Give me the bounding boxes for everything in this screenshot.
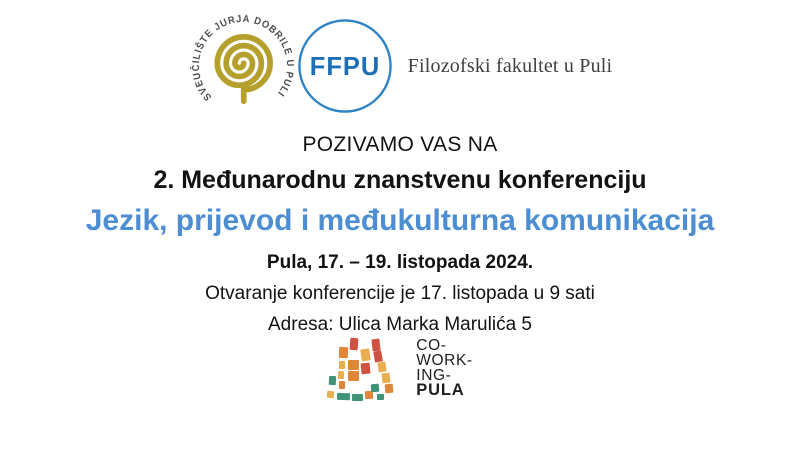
coworking-city: PULA bbox=[416, 381, 465, 399]
coworking-line: WORK- bbox=[416, 352, 473, 369]
invitation-intro: POZIVAMO VAS NA bbox=[302, 133, 498, 156]
header-logos bbox=[0, 10, 800, 122]
university-spiral-logo bbox=[188, 11, 298, 121]
venue-address: Adresa: Ulica Marka Marulića 5 bbox=[268, 314, 532, 335]
university-ring-text: SVEUČILIŠTE JURJA DOBRILE U PULI bbox=[190, 13, 295, 103]
conference-name: 2. Međunarodnu znanstvenu konferenciju bbox=[153, 166, 647, 194]
coworking-line: ING- bbox=[416, 367, 452, 384]
ffpu-acronym: FFPU bbox=[309, 52, 380, 81]
conference-title: Jezik, prijevod i međukulturna komunikacija bbox=[85, 204, 715, 237]
invitation-text-block bbox=[0, 133, 800, 336]
opening-info: Otvaranje konferencije je 17. listopada u 9 sati bbox=[205, 283, 595, 304]
faculty-name: Filozofski fakultet u Puli bbox=[407, 54, 613, 77]
coworking-mosaic-icon bbox=[327, 337, 407, 411]
coworking-wordmark bbox=[416, 337, 472, 398]
spiral-icon bbox=[217, 37, 270, 101]
ffpu-logo bbox=[296, 17, 394, 115]
coworking-line: CO- bbox=[416, 337, 447, 354]
conference-dates: Pula, 17. – 19. listopada 2024. bbox=[266, 252, 534, 273]
coworking-pula-logo bbox=[0, 337, 800, 411]
